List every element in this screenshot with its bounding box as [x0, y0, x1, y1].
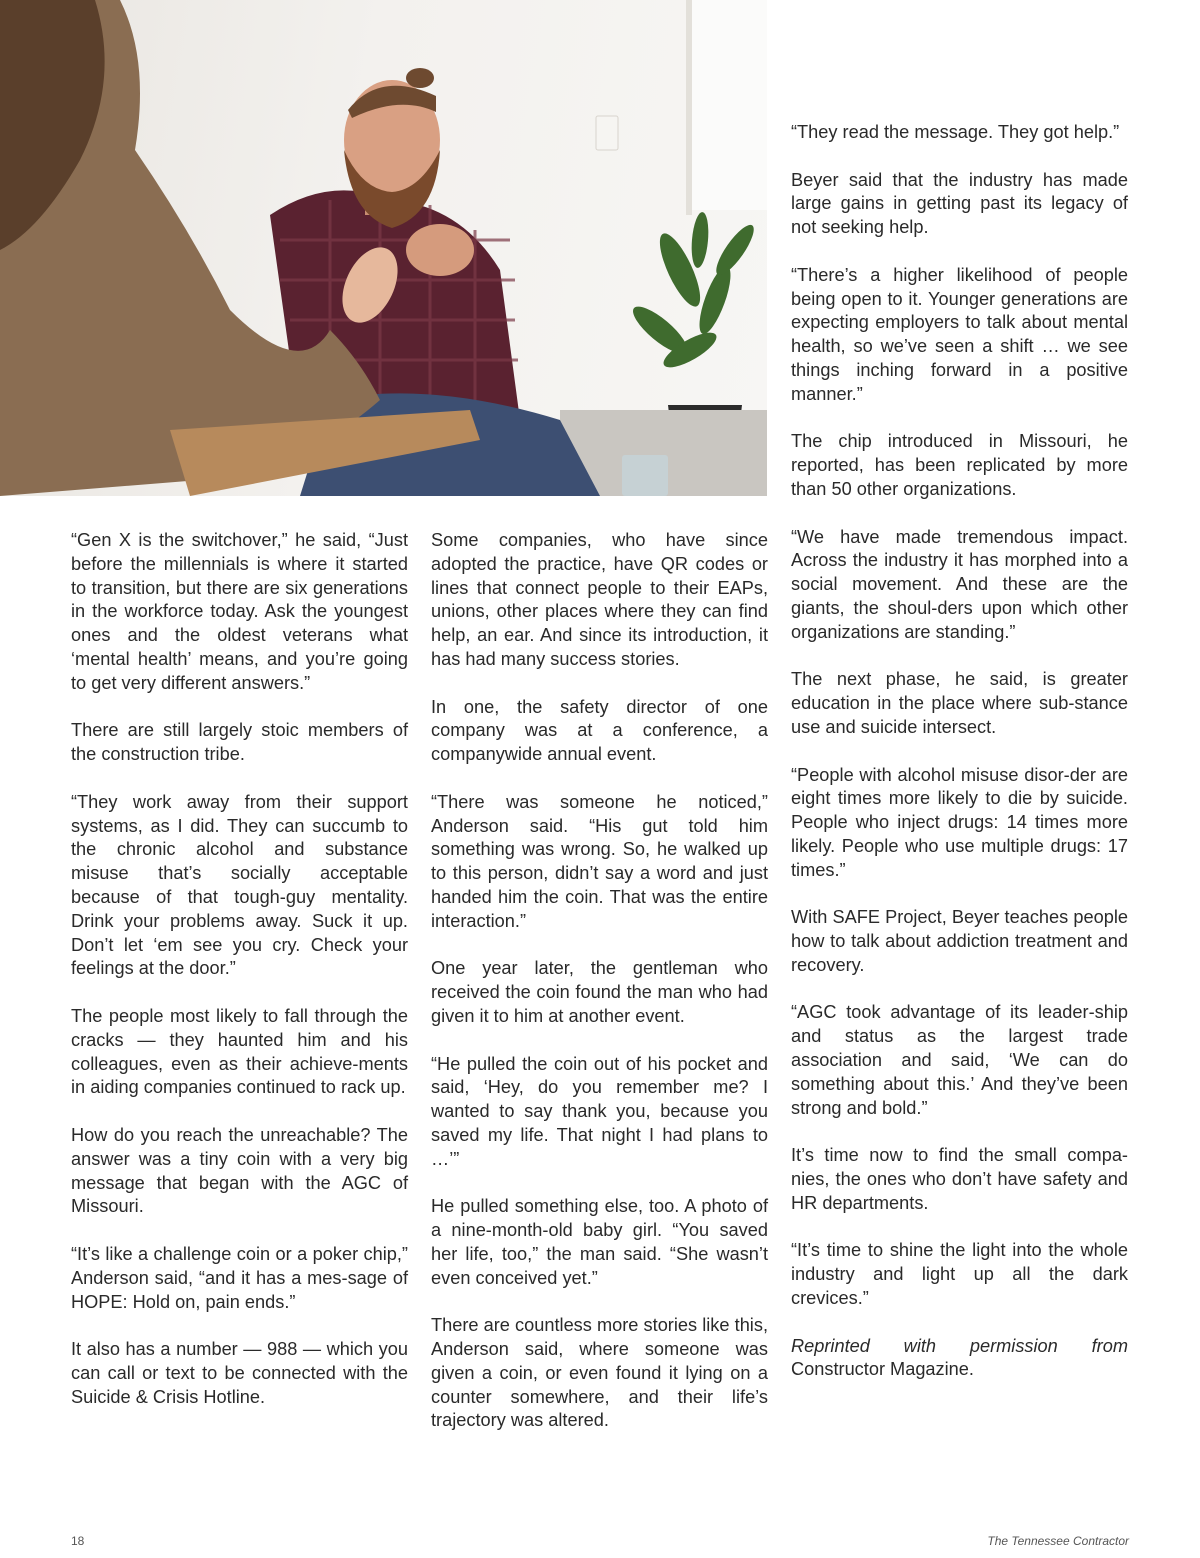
paragraph: The people most likely to fall through the cracks — they haunted him and his colleagues, even as their achieve-ments in aiding companies continued to rack up.	[71, 1005, 408, 1098]
paragraph: It’s time now to find the small compa-nies, the ones who don’t have safety and HR departments.	[791, 1145, 1128, 1213]
paragraph: There are countless more stories like this, Anderson said, where someone was given a coin, or even found it lying on a counter somewhere, and their life’s trajectory was altered.	[431, 1315, 768, 1431]
paragraph: It also has a number — 988 — which you can call or text to be connected with the Suicide & Crisis Hotline.	[71, 1339, 408, 1407]
paragraph: “He pulled the coin out of his pocket and said, ‘Hey, do you remember me? I wanted to say thank you, because you saved my life. That night I had plans to …’”	[431, 1053, 768, 1169]
paragraph: “They work away from their support systems, as I did. They can succumb to the chronic alcohol and substance misuse that’s socially acceptable because of that tough-guy mentality. Drink your problems away. Suck it up. Don’t let ‘em see you cry. Check your feelings at the door.”	[71, 791, 408, 979]
publication-name: The Tennessee Contractor	[987, 1534, 1129, 1548]
paragraph: “There was someone he noticed,” Anderson said. “His gut told him something was wrong. So, he walked up to this person, didn’t say a word and just handed him the coin. That was the entire interaction.”	[431, 791, 768, 931]
photo-of-two-people-talking-icon	[0, 0, 767, 496]
paragraph: “AGC took advantage of its leader-ship and status as the largest trade association and said, ‘We can do something about this.’ And they’ve been strong and bold.”	[791, 1002, 1128, 1118]
paragraph: How do you reach the unreachable? The answer was a tiny coin with a very big message that began with the AGC of Missouri.	[71, 1124, 408, 1217]
paragraph: “It’s like a challenge coin or a poker chip,” Anderson said, “and it has a mes-sage of HOPE: Hold on, pain ends.”	[71, 1243, 408, 1312]
paragraph: One year later, the gentleman who received the coin found the man who had given it to him at another event.	[431, 958, 768, 1026]
article-column-1	[71, 529, 408, 1433]
credit-italic: Reprinted with permission from	[791, 1335, 1128, 1356]
paragraph: In one, the safety director of one company was at a conference, a companywide annual event.	[431, 696, 768, 765]
paragraph: “It’s time to shine the light into the whole industry and light up all the dark crevices.”	[791, 1240, 1128, 1309]
paragraph: “We have made tremendous impact. Across the industry it has morphed into a social movement. And these are the giants, the shoul-ders upon which other organizations are standing.”	[791, 526, 1128, 642]
paragraph: “There’s a higher likelihood of people being open to it. Younger generations are expecting employers to talk about mental health, so we’ve seen a shift … we see things inching forward in a positive manner.”	[791, 264, 1128, 404]
paragraph: “They read the message. They got help.”	[791, 122, 1120, 142]
paragraph: The chip introduced in Missouri, he reported, has been replicated by more than 50 other organizations.	[791, 431, 1128, 499]
article-column-3	[791, 121, 1128, 1406]
paragraph: With SAFE Project, Beyer teaches people how to talk about addiction treatment and recovery.	[791, 907, 1128, 975]
reprint-credit	[791, 1335, 1128, 1383]
paragraph: Some companies, who have since adopted the practice, have QR codes or lines that connect people to their EAPs, unions, other places where they can find help, an ear. And since its introduction, it has had many success stories.	[431, 530, 768, 669]
paragraph: “Gen X is the switchover,” he said, “Just before the millennials is where it started to transition, but there are six generations in the workforce today. Ask the youngest ones and the oldest veterans what ‘mental health’ means, and you’re going to get very different answers.”	[71, 530, 408, 693]
article-photo	[0, 0, 767, 496]
paragraph: There are still largely stoic members of the construction tribe.	[71, 720, 408, 765]
page-number: 18	[71, 1534, 85, 1548]
paragraph: The next phase, he said, is greater education in the place where sub-stance use and suicide intersect.	[791, 669, 1128, 737]
credit-source: Constructor Magazine.	[791, 1359, 974, 1380]
paragraph: “People with alcohol misuse disor-der are eight times more likely to die by suicide. People who inject drugs: 14 times more likely. People who use multiple drugs: 17 times.”	[791, 764, 1128, 880]
article-column-2	[431, 529, 768, 1457]
paragraph: Beyer said that the industry has made large gains in getting past its legacy of not seeking help.	[791, 169, 1128, 238]
paragraph: He pulled something else, too. A photo of a nine-month-old baby girl. “You saved her life, too,” the man said. “She wasn’t even conceived yet.”	[431, 1196, 768, 1288]
